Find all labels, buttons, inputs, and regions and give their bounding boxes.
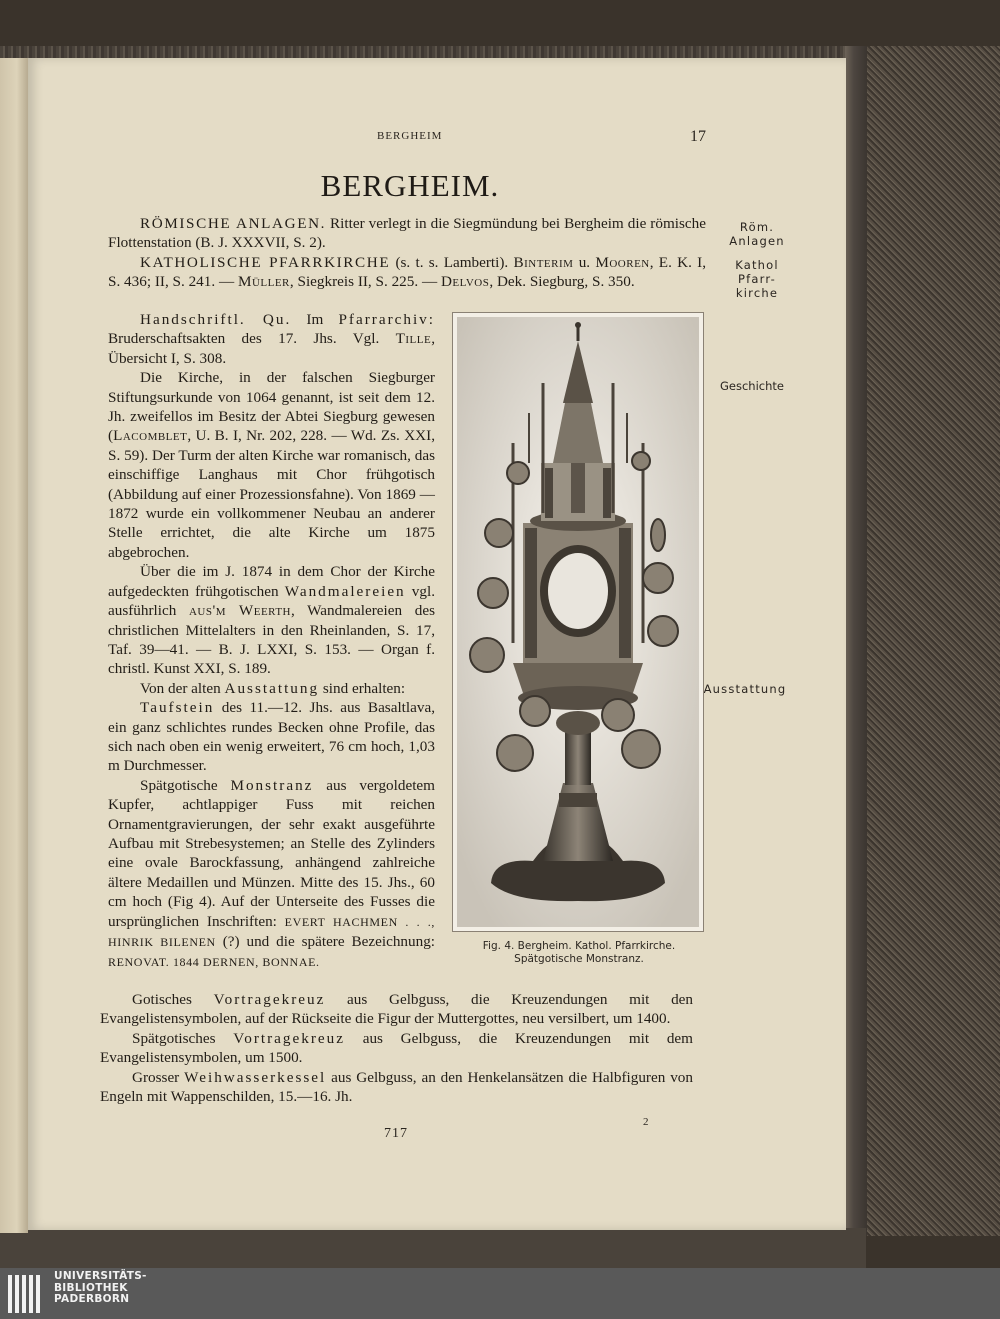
author-name: Binterim	[513, 253, 574, 271]
paragraph-vortragekreuz-spaetgotisch	[100, 1029, 693, 1068]
text-span: , Siegkreis II, S. 225. —	[289, 273, 441, 291]
figure-monstranz	[452, 312, 704, 932]
paragraph-roemische-anlagen	[108, 214, 706, 253]
paragraph-wandmalereien	[108, 562, 435, 678]
text-span: , Wandmalereien des christlichen Mittelalters in den Rheinlanden, S. 17, Taf. 39—41. — B. J. LXXI, S. 153. — Organ f. christl. Kunst XXI, S. 189.	[108, 602, 435, 678]
spaced-text: Weihwasserkessel	[184, 1068, 327, 1086]
text-span: Spätgotische	[140, 776, 231, 794]
facing-page-edge	[0, 58, 28, 1233]
text-block-top	[108, 214, 706, 292]
text-span: Grosser	[132, 1068, 185, 1086]
paragraph-taufstein	[108, 698, 435, 776]
inscription-text: EVERT HACHMEN . . ., HINRIK BILENEN	[108, 914, 435, 949]
paragraph-monstranz	[108, 776, 435, 973]
text-span: aus Gelbguss, an den Henkelansätzen die Halbfiguren von Engeln mit Wappenschilden, 15.—16. Jh.	[100, 1068, 693, 1106]
monstranz-illustration	[453, 313, 703, 931]
text-block-bottom	[100, 990, 693, 1106]
heading-roemische-anlagen: RÖMISCHE ANLAGEN.	[140, 215, 327, 232]
text-span: Von der alten	[140, 679, 225, 697]
paragraph-handschriftl	[108, 310, 435, 368]
heading-katholische-pfarrkirche: KATHOLISCHE PFARRKIRCHE	[140, 253, 391, 271]
text-span: , Übersicht I, S. 308.	[108, 330, 435, 367]
spaced-text: Monstranz	[230, 776, 314, 794]
text-span: Bruderschaftsakten des 17. Jhs. Vgl.	[108, 330, 396, 348]
text-span: vgl. ausführlich	[108, 582, 435, 620]
author-name: Tille	[395, 330, 432, 348]
paragraph-kirche-geschichte	[108, 368, 435, 562]
paragraph-ausstattung-intro	[108, 679, 435, 698]
figure-caption	[449, 940, 709, 966]
text-span: Im	[291, 311, 339, 328]
text-span: aus Gelbguss, die Kreuzendungen mit dem Evangelistensymbolen, um 1500.	[100, 1029, 693, 1067]
margin-note-ausstattung: Ausstattung	[703, 682, 787, 696]
text-span: Über die im J. 1874 in dem Chor der Kirche aufgedeckten frühgotischen	[108, 563, 435, 600]
spaced-text: Vortragekreuz	[233, 1029, 345, 1047]
library-name-line-1: UNIVERSITÄTS-	[54, 1270, 147, 1282]
book-cover-spine-edge	[845, 46, 867, 1236]
text-span: aus vergoldetem Kupfer, achtlappiger Fuss mit reichen Ornamentgravierungen, der sehr exakt ausgeführte Aufbau mit Strebesystemen; an Stelle des Zylinders eine ovale Barockfassung, anhängend zahlreiche ältere Medaillen und Münzen. Mitte des 15. Jhs., 60 cm hoch (Fig 4). Auf der Unterseite des Fusses die ursprünglichen Inschriften:	[108, 776, 435, 930]
text-span: Die Kirche, in der falschen Siegburger Stiftungsurkunde von 1064 genannt, ist seit dem 12. Jh. zweifellos im Besitz der Abtei Siegburg gewesen (	[108, 369, 435, 445]
library-name-line-2: BIBLIOTHEK	[54, 1281, 128, 1294]
signature-mark: 2	[643, 1116, 649, 1128]
text-span: (s. t. s. Lamberti).	[390, 253, 514, 271]
running-title: BERGHEIM	[377, 130, 443, 142]
text-span: sind erhalten:	[319, 679, 406, 697]
paragraph-weihwasserkessel	[100, 1068, 693, 1107]
author-name: Lacomblet	[113, 427, 188, 445]
text-block-column	[108, 310, 435, 973]
text-span: , Dek. Siegburg, S. 350.	[489, 273, 635, 291]
page-number: 17	[690, 128, 706, 145]
text-span: (?) und die spätere Bezeichnung:	[215, 933, 436, 950]
spaced-text: Ausstattung	[224, 679, 320, 697]
author-name: Müller	[237, 273, 290, 291]
spaced-text: Pfarrarchiv:	[338, 311, 435, 328]
text-span: des 11.—12. Jhs. aus Basaltlava, ein ganz schlichtes rundes Becken ohne Profile, das sich nach oben ein wenig erweitert, 76 cm hoch, 1,03 m Durchmesser.	[108, 699, 435, 775]
library-logo-icon[interactable]	[6, 1271, 46, 1315]
text-span: Ritter verlegt in die Siegmündung bei Bergheim die römische Flottenstation (B. J. XXXVII, S. 2).	[108, 215, 706, 252]
book-cover-top-edge	[0, 46, 866, 58]
spaced-text: Wandmalereien	[284, 582, 406, 600]
margin-note-roem-anlagen: Röm. Anlagen	[729, 220, 785, 248]
page-title	[0, 168, 820, 204]
author-name: Delvos	[440, 273, 490, 291]
spaced-text: Vortragekreuz	[213, 991, 326, 1008]
spaced-text: Handschriftl. Qu.	[140, 311, 292, 328]
margin-note-geschichte: Geschichte	[720, 379, 784, 393]
author-name: aus'm Weerth	[188, 602, 291, 620]
folio-number: 717	[384, 1126, 408, 1141]
margin-note-kathol-pfarrkirche: Kathol Pfarr- kirche	[735, 258, 779, 300]
text-span: aus Gelbguss, die Kreuzendungen mit den Evangelistensymbolen, auf der Rückseite die Figur der Muttergottes, neu versilbert, um 1400.	[100, 991, 694, 1028]
book-bottom-edge	[0, 1228, 866, 1268]
text-span: Spätgotisches	[132, 1029, 234, 1047]
text-span: u.	[573, 253, 596, 271]
library-name-line-3: PADERBORN	[54, 1293, 130, 1305]
text-span: Gotisches	[132, 991, 214, 1008]
spaced-text: Taufstein	[140, 699, 215, 717]
author-name: Mooren	[595, 253, 650, 271]
caption-line-2: Spätgotische Monstranz.	[514, 953, 644, 965]
paragraph-vortragekreuz-gotisch	[100, 990, 693, 1029]
inscription-text: RENOVAT. 1844 DERNEN, BONNAE.	[108, 955, 320, 970]
library-name[interactable]	[54, 1271, 147, 1306]
text-span: , E. K. I, S. 436; II, S. 241. —	[108, 253, 706, 291]
paragraph-katholische-pfarrkirche	[108, 253, 706, 292]
title-text: BERGHEIM.	[320, 168, 500, 203]
library-footer-bar	[0, 1268, 1000, 1319]
text-span: , U. B. I, Nr. 202, 228. — Wd. Zs. XXI, S. 59). Der Turm der alten Kirche war romanisch, das einschiffige Langhaus mit Chor frühgotisch (Abbildung auf einer Prozessionsfahne). Von 1869 — 1872 wurde ein vollkommener Neubau an anderer Stelle errichtet, die alte Kirche um 1875 abgebrochen.	[108, 427, 435, 561]
book-cover-board	[866, 46, 1000, 1236]
caption-line-1: Fig. 4. Bergheim. Kathol. Pfarrkirche.	[482, 940, 676, 952]
